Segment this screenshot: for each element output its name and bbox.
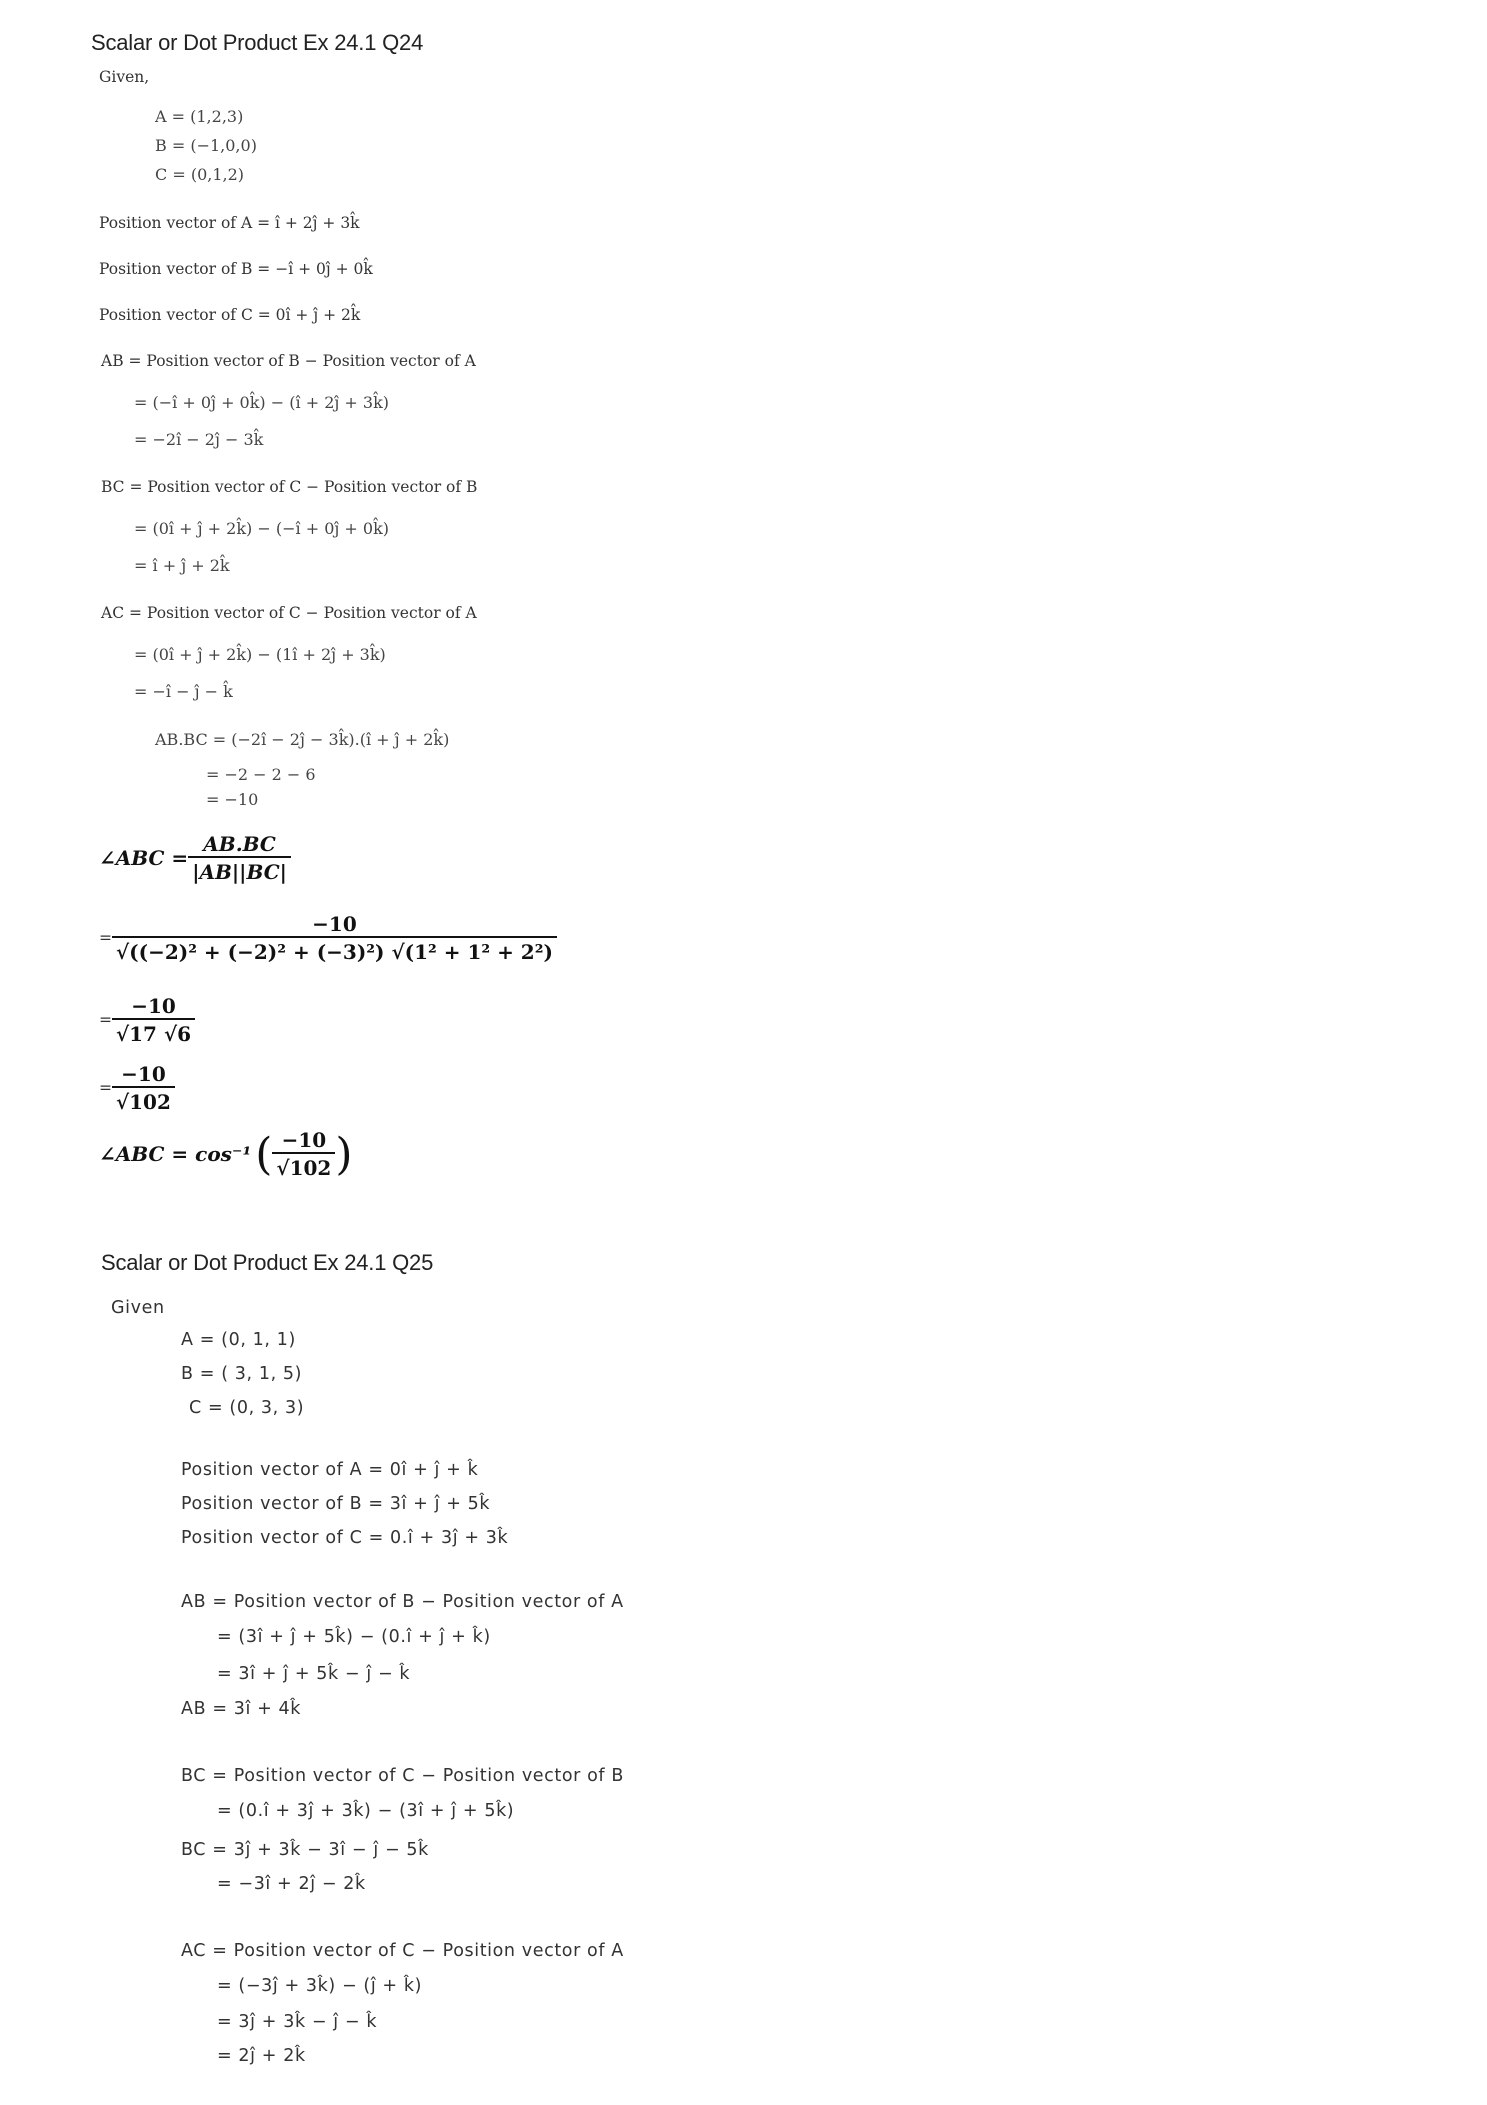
q24-final-lhs: ∠ABC = cos⁻¹ <box>99 1142 252 1166</box>
q24-fraction-step-3 <box>99 1062 175 1114</box>
q25-ab-step-2: = 3î + ĵ + 5k̂ − ĵ − k̂ <box>217 1664 411 1684</box>
q24-final-fraction <box>272 1128 335 1180</box>
q24-angle-formula <box>99 832 291 884</box>
q24-bc-step-2: = î + ĵ + 2k̂ <box>134 556 230 575</box>
q24-bc-step-1: = (0î + ĵ + 2k̂) − (−î + 0ĵ + 0k̂) <box>134 519 390 538</box>
q24-fraction-2 <box>112 994 195 1046</box>
q25-position-vector-c: Position vector of C = 0.î + 3ĵ + 3k̂ <box>181 1528 509 1548</box>
q24-final-answer: ∠ABC = cos⁻¹ ( $\frac{-10}{√102}$ ) <box>99 1128 353 1180</box>
q24-fraction-step-2 <box>99 994 195 1046</box>
q25-bc-step-1: = (0.î + 3ĵ + 3k̂) − (3î + ĵ + 5k̂) <box>217 1801 515 1821</box>
q24-fraction-1 <box>112 912 557 964</box>
q24-equals-2: = <box>99 1011 112 1029</box>
q25-bc-step-2: BC = 3ĵ + 3k̂ − 3î − ĵ − 5k̂ <box>181 1840 429 1860</box>
q24-position-vector-b: Position vector of B = −î + 0ĵ + 0k̂ <box>99 260 373 278</box>
q25-position-vector-b: Position vector of B = 3î + ĵ + 5k̂ <box>181 1494 491 1514</box>
q24-fraction-3-denominator: √102 <box>112 1086 175 1114</box>
q25-bc-definition: BC = Position vector of C − Position vector of B <box>181 1766 624 1786</box>
q24-ab-step-1: = (−î + 0ĵ + 0k̂) − (î + 2ĵ + 3k̂) <box>134 393 390 412</box>
q24-fraction-3-numerator: −10 <box>121 1062 166 1086</box>
q24-point-c: C = (0,1,2) <box>155 165 245 184</box>
q25-bc-result: = −3î + 2ĵ − 2k̂ <box>217 1874 366 1894</box>
q24-final-numerator: −10 <box>281 1128 327 1152</box>
q25-point-b: B = ( 3, 1, 5) <box>181 1364 303 1384</box>
q24-heading: Scalar or Dot Product Ex 24.1 Q24 <box>91 30 424 55</box>
q24-dot-sum: = −2 − 2 − 6 <box>206 765 316 784</box>
q24-ab-step-2: = −2î − 2ĵ − 3k̂ <box>134 430 264 449</box>
q24-bc-definition: BC = Position vector of C − Position vector of B <box>101 478 478 496</box>
q24-ac-definition: AC = Position vector of C − Position vector of A <box>101 604 477 622</box>
q24-fraction-1-denominator: √((−2)² + (−2)² + (−3)²) √(1² + 1² + 2²) <box>112 936 557 964</box>
q24-ab-definition: AB = Position vector of B − Position vector of A <box>101 352 476 370</box>
q24-fraction-2-numerator: −10 <box>131 994 176 1018</box>
q24-dot-result: = −10 <box>206 790 259 809</box>
q24-given-label: Given, <box>99 68 150 86</box>
q25-ac-step-1: = (−3ĵ + 3k̂) − (ĵ + k̂) <box>217 1976 423 1996</box>
q25-ac-result: = 2ĵ + 2k̂ <box>217 2046 306 2066</box>
q25-given-label: Given <box>111 1298 165 1318</box>
q24-fraction-3 <box>112 1062 175 1114</box>
q24-equals-3: = <box>99 1079 112 1097</box>
q25-position-vector-a: Position vector of A = 0î + ĵ + k̂ <box>181 1460 479 1480</box>
q25-ab-definition: AB = Position vector of B − Position vector of A <box>181 1592 624 1612</box>
q24-point-a: A = (1,2,3) <box>155 107 244 126</box>
q24-final-denominator: √102 <box>272 1152 335 1180</box>
q24-fraction-step-1 <box>99 912 557 964</box>
q24-angle-denominator: |AB||BC| <box>188 856 291 884</box>
q24-angle-lhs: ∠ABC = <box>99 846 189 870</box>
q24-fraction-2-denominator: √17 √6 <box>112 1018 195 1046</box>
q25-ab-result: AB = 3î + 4k̂ <box>181 1699 302 1719</box>
q24-position-vector-c: Position vector of C = 0î + ĵ + 2k̂ <box>99 306 361 324</box>
q24-point-b: B = (−1,0,0) <box>155 136 257 155</box>
q25-ac-definition: AC = Position vector of C − Position vector of A <box>181 1941 624 1961</box>
q24-dot-product: AB.BC = (−2î − 2ĵ − 3k̂).(î + ĵ + 2k̂) <box>155 730 450 749</box>
q24-angle-fraction <box>188 832 291 884</box>
q24-position-vector-a: Position vector of A = î + 2ĵ + 3k̂ <box>99 214 360 232</box>
q24-ac-step-2: = −î − ĵ − k̂ <box>134 682 233 701</box>
q25-ac-step-2: = 3ĵ + 3k̂ − ĵ − k̂ <box>217 2012 378 2032</box>
q25-point-a: A = (0, 1, 1) <box>181 1330 296 1350</box>
q25-heading: Scalar or Dot Product Ex 24.1 Q25 <box>101 1250 434 1275</box>
q24-angle-numerator: AB.BC <box>203 832 276 856</box>
q24-equals-1: = <box>99 929 112 947</box>
q25-point-c: C = (0, 3, 3) <box>189 1398 305 1418</box>
q25-ab-step-1: = (3î + ĵ + 5k̂) − (0.î + ĵ + k̂) <box>217 1627 491 1647</box>
q24-fraction-1-numerator: −10 <box>312 912 357 936</box>
q24-ac-step-1: = (0î + ĵ + 2k̂) − (1î + 2ĵ + 3k̂) <box>134 645 386 664</box>
